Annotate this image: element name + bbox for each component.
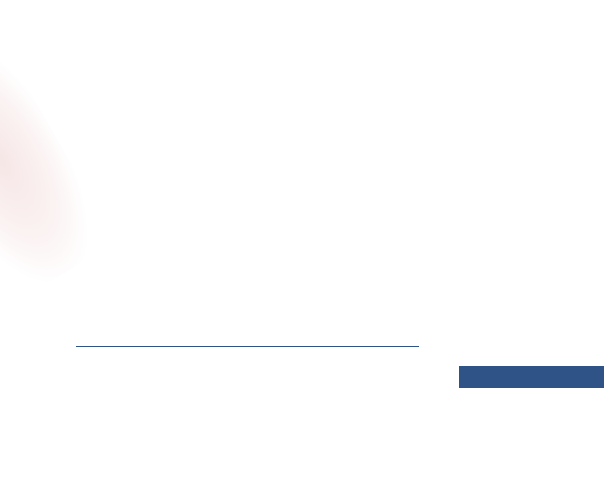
trick-objects-table — [459, 366, 604, 388]
side-table-header — [459, 366, 604, 388]
background-decoration — [0, 17, 117, 302]
section-heading — [76, 344, 419, 347]
